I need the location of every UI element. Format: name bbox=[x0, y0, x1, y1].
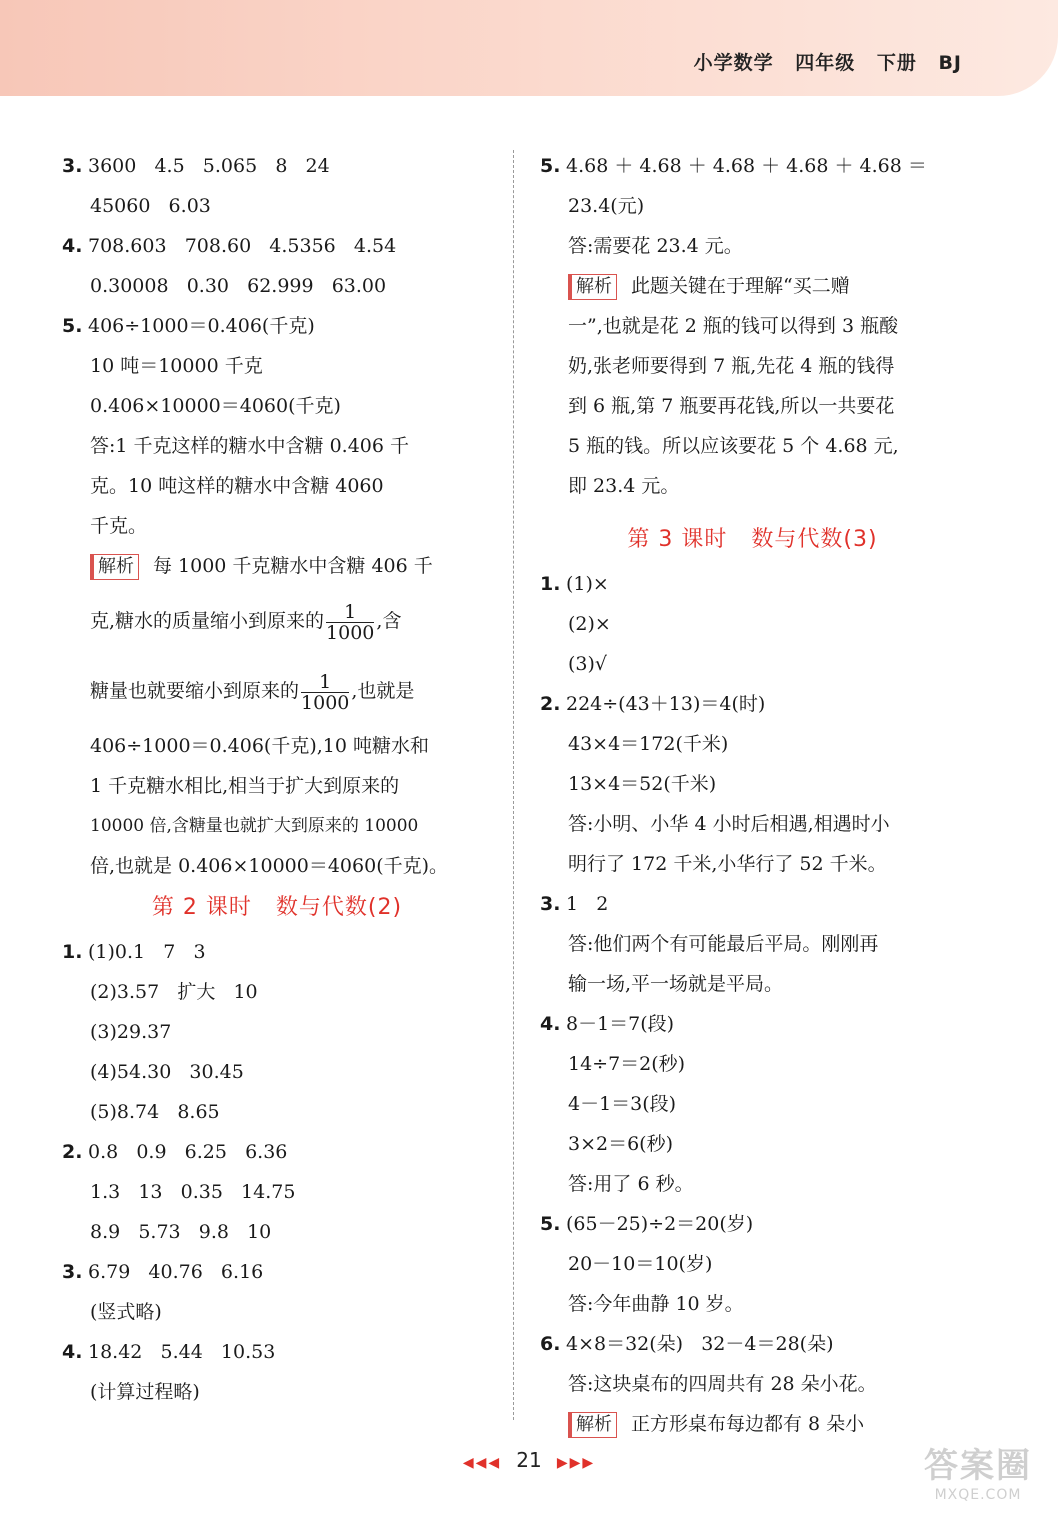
analysis-line: 解析 此题关键在于理解“买二赠 bbox=[540, 266, 965, 306]
answer-line: 5. 406÷1000＝0.406(千克) bbox=[62, 306, 492, 346]
answer-line: 8.9 5.73 9.8 10 bbox=[90, 1221, 272, 1243]
analysis-line: 一”,也就是花 2 瓶的钱可以得到 3 瓶酸 bbox=[568, 315, 899, 337]
analysis-line: 即 23.4 元。 bbox=[568, 475, 680, 497]
answer-line: (2)3.57 扩大 10 bbox=[90, 981, 258, 1003]
question-number: 6. bbox=[540, 1333, 561, 1355]
question-number: 4. bbox=[62, 235, 83, 257]
answer-line: 3. 1 2 bbox=[540, 884, 965, 924]
answer-line: 6. 4×8＝32(朵) 32－4＝28(朵) bbox=[540, 1324, 965, 1364]
analysis-line: 倍,也就是 0.406×10000＝4060(千克)。 bbox=[90, 855, 449, 877]
answer-line: 0.30008 0.30 62.999 63.00 bbox=[90, 275, 387, 297]
answer-line: 3. 3600 4.5 5.065 8 24 bbox=[62, 146, 492, 186]
answer-line: (4)54.30 30.45 bbox=[90, 1061, 244, 1083]
answer-line: 答:需要花 23.4 元。 bbox=[568, 235, 743, 257]
answer-line: 4. 18.42 5.44 10.53 bbox=[62, 1332, 492, 1372]
answer-line: 4. 8－1＝7(段) bbox=[540, 1004, 965, 1044]
question-number: 2. bbox=[540, 693, 561, 715]
analysis-line: 解析 正方形桌布每边都有 8 朵小 bbox=[540, 1404, 965, 1444]
answer-line: 2. 224÷(43＋13)＝4(时) bbox=[540, 684, 965, 724]
answer-line: 4－1＝3(段) bbox=[568, 1093, 677, 1115]
answer-line: 输一场,平一场就是平局。 bbox=[568, 973, 784, 995]
answer-line: 答:他们两个有可能最后平局。刚刚再 bbox=[568, 933, 879, 955]
answer-line: 5. 4.68 ＋ 4.68 ＋ 4.68 ＋ 4.68 ＋ 4.68 ＝ bbox=[540, 146, 965, 186]
question-number: 1. bbox=[62, 941, 83, 963]
answer-line: 答:用了 6 秒。 bbox=[568, 1173, 694, 1195]
question-number: 4. bbox=[62, 1341, 83, 1363]
analysis-line: 克,糖水的质量缩小到原来的 $\frac{1}{1000}$ ,含 bbox=[90, 600, 402, 644]
answer-line: 14÷7＝2(秒) bbox=[568, 1053, 686, 1075]
answer-line: 1. (1)× bbox=[540, 564, 965, 604]
answer-line: 2. 0.8 0.9 6.25 6.36 bbox=[62, 1132, 492, 1172]
answer-line: 5. (65－25)÷2＝20(岁) bbox=[540, 1204, 965, 1244]
answer-line: 23.4(元) bbox=[568, 195, 645, 217]
prev-arrows-icon: ◀◀◀ bbox=[462, 1455, 502, 1471]
fraction: $\frac{1}{1000}$ bbox=[326, 600, 375, 644]
analysis-line: 5 瓶的钱。所以应该要花 5 个 4.68 元, bbox=[568, 435, 899, 457]
question-number: 5. bbox=[540, 1213, 561, 1235]
answer-line: 明行了 172 千米,小华行了 52 千米。 bbox=[568, 853, 887, 875]
answer-line: 20－10＝10(岁) bbox=[568, 1253, 713, 1275]
analysis-line: 糖量也就要缩小到原来的 $\frac{1}{1000}$ ,也就是 bbox=[90, 670, 415, 714]
section-title: 第 2 课时 数与代数(2) bbox=[151, 895, 403, 920]
question-number: 5. bbox=[540, 155, 561, 177]
left-column bbox=[62, 146, 492, 1412]
answer-line: 答:今年曲静 10 岁。 bbox=[568, 1293, 744, 1315]
answer-line: 0.406×10000＝4060(千克) bbox=[90, 395, 341, 417]
header-title: 小学数学 四年级 下册 BJ bbox=[693, 52, 962, 74]
analysis-tag: 解析 bbox=[568, 274, 617, 300]
answer-line: (2)× bbox=[568, 613, 611, 635]
analysis-line: 奶,张老师要得到 7 瓶,先花 4 瓶的钱得 bbox=[568, 355, 895, 377]
analysis-tag: 解析 bbox=[568, 1412, 617, 1438]
answer-line: 43×4＝172(千米) bbox=[568, 733, 729, 755]
question-number: 3. bbox=[62, 155, 83, 177]
answer-line: 45060 6.03 bbox=[90, 195, 211, 217]
question-number: 1. bbox=[540, 573, 561, 595]
answer-line: 3. 6.79 40.76 6.16 bbox=[62, 1252, 492, 1292]
page-number: 21 bbox=[516, 1448, 542, 1472]
fraction: $\frac{1}{1000}$ bbox=[301, 670, 350, 714]
answer-line: (3)√ bbox=[568, 653, 608, 675]
analysis-line: 解析 每 1000 千克糖水中含糖 406 千 bbox=[62, 546, 492, 586]
question-number: 4. bbox=[540, 1013, 561, 1035]
answer-line: 10 吨＝10000 千克 bbox=[90, 355, 263, 377]
question-number: 3. bbox=[62, 1261, 83, 1283]
section-title: 第 3 课时 数与代数(3) bbox=[627, 527, 878, 552]
answer-line: 1. (1)0.1 7 3 bbox=[62, 932, 492, 972]
analysis-line: 到 6 瓶,第 7 瓶要再花钱,所以一共要花 bbox=[568, 395, 895, 417]
page-header bbox=[0, 0, 1058, 96]
answer-line: 13×4＝52(千米) bbox=[568, 773, 717, 795]
analysis-tag: 解析 bbox=[90, 554, 139, 580]
answer-line: 3×2＝6(秒) bbox=[568, 1133, 674, 1155]
answer-line: (5)8.74 8.65 bbox=[90, 1101, 220, 1123]
analysis-line: 1 千克糖水相比,相当于扩大到原来的 bbox=[90, 775, 400, 797]
column-divider bbox=[513, 150, 514, 1420]
watermark-logo: 答案圈 MXQE.COM bbox=[924, 1446, 1032, 1503]
analysis-line: 406÷1000＝0.406(千克),10 吨糖水和 bbox=[90, 735, 430, 757]
question-number: 2. bbox=[62, 1141, 83, 1163]
answer-line: 4. 708.603 708.60 4.5356 4.54 bbox=[62, 226, 492, 266]
analysis-line: 10000 倍,含糖量也就扩大到原来的 10000 bbox=[90, 816, 419, 836]
answer-line: 答:这块桌布的四周共有 28 朵小花。 bbox=[568, 1373, 877, 1395]
answer-line: (3)29.37 bbox=[90, 1021, 172, 1043]
right-column bbox=[540, 146, 965, 1444]
question-number: 3. bbox=[540, 893, 561, 915]
answer-line: 答:1 千克这样的糖水中含糖 0.406 千 bbox=[90, 435, 410, 457]
answer-line: 1.3 13 0.35 14.75 bbox=[90, 1181, 296, 1203]
next-arrows-icon: ▶▶▶ bbox=[556, 1455, 596, 1471]
answer-line: 千克。 bbox=[90, 515, 148, 537]
answer-line: 答:小明、小华 4 小时后相遇,相遇时小 bbox=[568, 813, 890, 835]
answer-line: 克。10 吨这样的糖水中含糖 4060 bbox=[90, 475, 384, 497]
question-number: 5. bbox=[62, 315, 83, 337]
answer-line: (计算过程略) bbox=[90, 1381, 200, 1403]
answer-line: (竖式略) bbox=[90, 1301, 162, 1323]
page-footer bbox=[0, 1448, 1058, 1472]
